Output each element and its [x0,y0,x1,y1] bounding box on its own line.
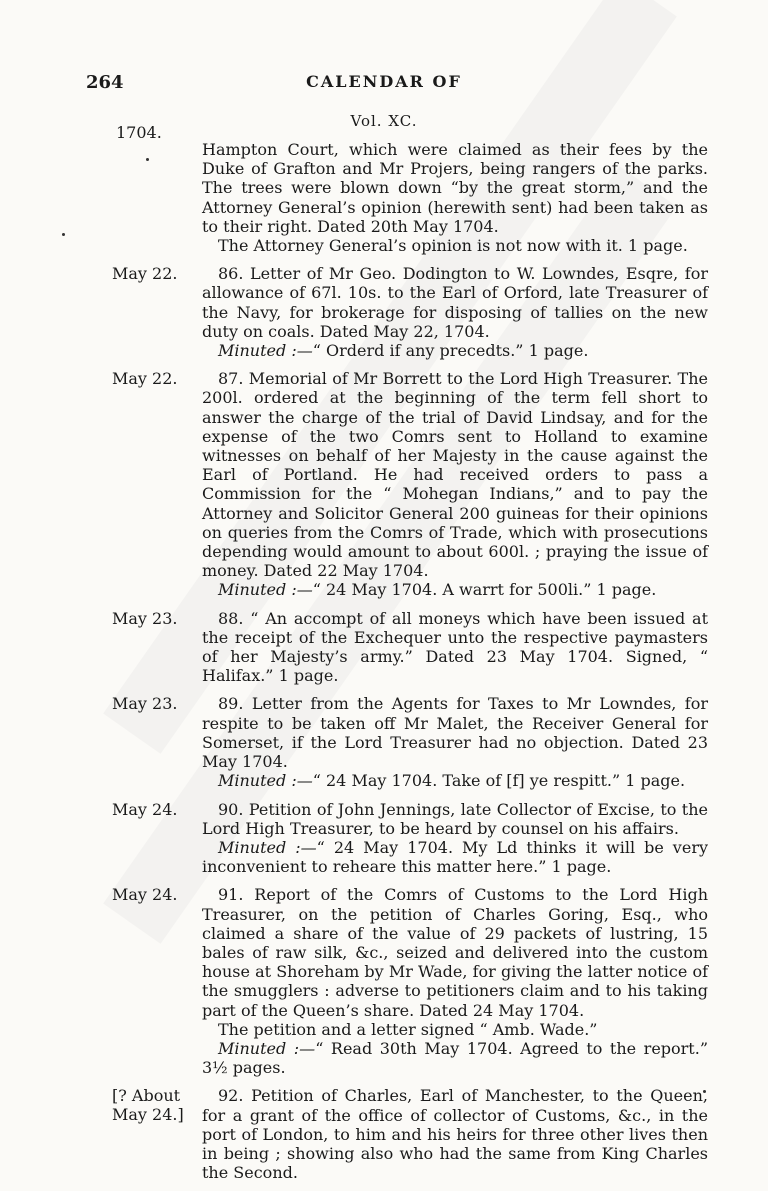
entry-date: [? About May 24.] [112,1086,184,1125]
entry-91 [112,885,712,1077]
entry-text: 90. Petition of John Jennings, late Collector of Excise, to the Lord High Treasurer, to be heard by counsel on his affairs. [202,799,708,838]
entry-92 [112,1086,712,1182]
minute-text: “ Read 30th May 1704. Agreed to the report.” 3½ pages. [202,1038,709,1078]
entry-text: 86. Letter of Mr Geo. Dodington to W. Lowndes, Esqre, for allowance of 67l. 10s. to the Earl of Orford, late Treasurer of the Navy, for brokerage for disposing of tallies on the new duty on coals. Dated May 22, 1704. [202,264,708,341]
entry-minute [202,838,708,876]
entry-87 [112,369,712,599]
minute-label: Minuted :— [218,771,313,791]
entry-88 [112,609,712,686]
entry-text: 91. Report of the Comrs of Customs to the Lord High Treasurer, on the petition of Charles Goring, Esq., who claimed a share of the value of 29 packets of lustring, 15 bales of raw silk, &c., seized and delivered into the custom house at Shoreham by Mr Wade, for giving the latter notice of the smugglers : adverse to petitioners claim and to his taking part of the Queen’s share. Dated 24 May 1704. [202,885,708,1020]
entry-text: 89. Letter from the Agents for Taxes to Mr Lowndes, for respite to be taken off Mr Malet, the Receiver General for Somerset, if the Lord Treasurer had no objection. Dated 23 May 1704. [202,694,708,772]
entry-89 [112,694,712,790]
entry-minute [202,580,708,599]
running-head: CALENDAR OF [306,72,462,91]
entry-date: May 24. [112,885,178,905]
minute-label: Minuted :— [218,1038,316,1058]
minute-label: Minuted :— [218,837,317,857]
entry-note: The petition and a letter signed “ Amb. Wade.” [218,1019,598,1039]
volume-heading: Vol. XC. [350,112,418,130]
entry-minute [202,771,708,790]
entry-minute [202,1039,708,1077]
continuation-entry [112,140,712,255]
entry-text: 87. Memorial of Mr Borrett to the Lord High Treasurer. The 200l. ordered at the beginning of the term fell short to answer the charge of the trial of David Lindsay, and for the expense of the two Comrs sent to Holland to examine witnesses on behalf of her Majesty in the cause against the Earl of Portland. He had received orders to pass a Commission for the “ Mohegan Indians,” and to pay the Attorney and Solicitor General 200 guineas for their opinions on queries from the Comrs of Trade, which with prosecutions depending would amount to about 600l. ; praying the issue of money. Dated 22 May 1704. [202,369,708,581]
entry-text: Hampton Court, which were claimed as their fees by the Duke of Grafton and Mr Projers, being rangers of the parks. The trees were blown down “by the great storm,” and the Attorney General’s opinion (herewith sent) had been taken as to their right. Dated 20th May 1704. [202,140,708,236]
entry-date: May 22. [112,264,178,284]
entry-date: May 23. [112,694,178,714]
calendar-entries [112,140,712,1191]
entry-note: The Attorney General’s opinion is not now with it. 1 page. [218,236,688,256]
minute-text: “ 24 May 1704. A warrt for 500li.” 1 page. [312,580,657,600]
year-margin: 1704. [116,123,162,142]
minute-text: “ 24 May 1704. My Ld thinks it will be very inconvenient to reheare this matter here.” 1 page. [202,837,709,877]
minute-label: Minuted :— [218,341,313,361]
ink-dot [62,233,65,236]
entry-date: May 24. [112,799,178,819]
entry-date: May 23. [112,608,178,628]
minute-label: Minuted :— [218,580,313,600]
minute-text: “ Orderd if any precedts.” 1 page. [312,341,589,361]
entry-86 [112,264,712,360]
entry-text: 88. “ An accompt of all moneys which have been issued at the receipt of the Exchequer unto the respective paymasters of her Majesty’s army.” Dated 23 May 1704. Signed, “ Halifax.” 1 page. [202,608,708,686]
page-number: 264 [86,72,124,93]
entry-90 [112,800,712,877]
minute-text: “ 24 May 1704. Take of [f] ye respitt.” 1 page. [312,771,686,791]
entry-text: 92. Petition of Charles, Earl of Manchester, to the Queen, for a grant of the office of collector of Customs, &c., in the port of London, to him and his heirs for three other lives then in being ; showing also who had the same from King Charles the Second. [202,1086,708,1183]
entry-date: May 22. [112,369,178,389]
entry-minute [202,341,708,360]
